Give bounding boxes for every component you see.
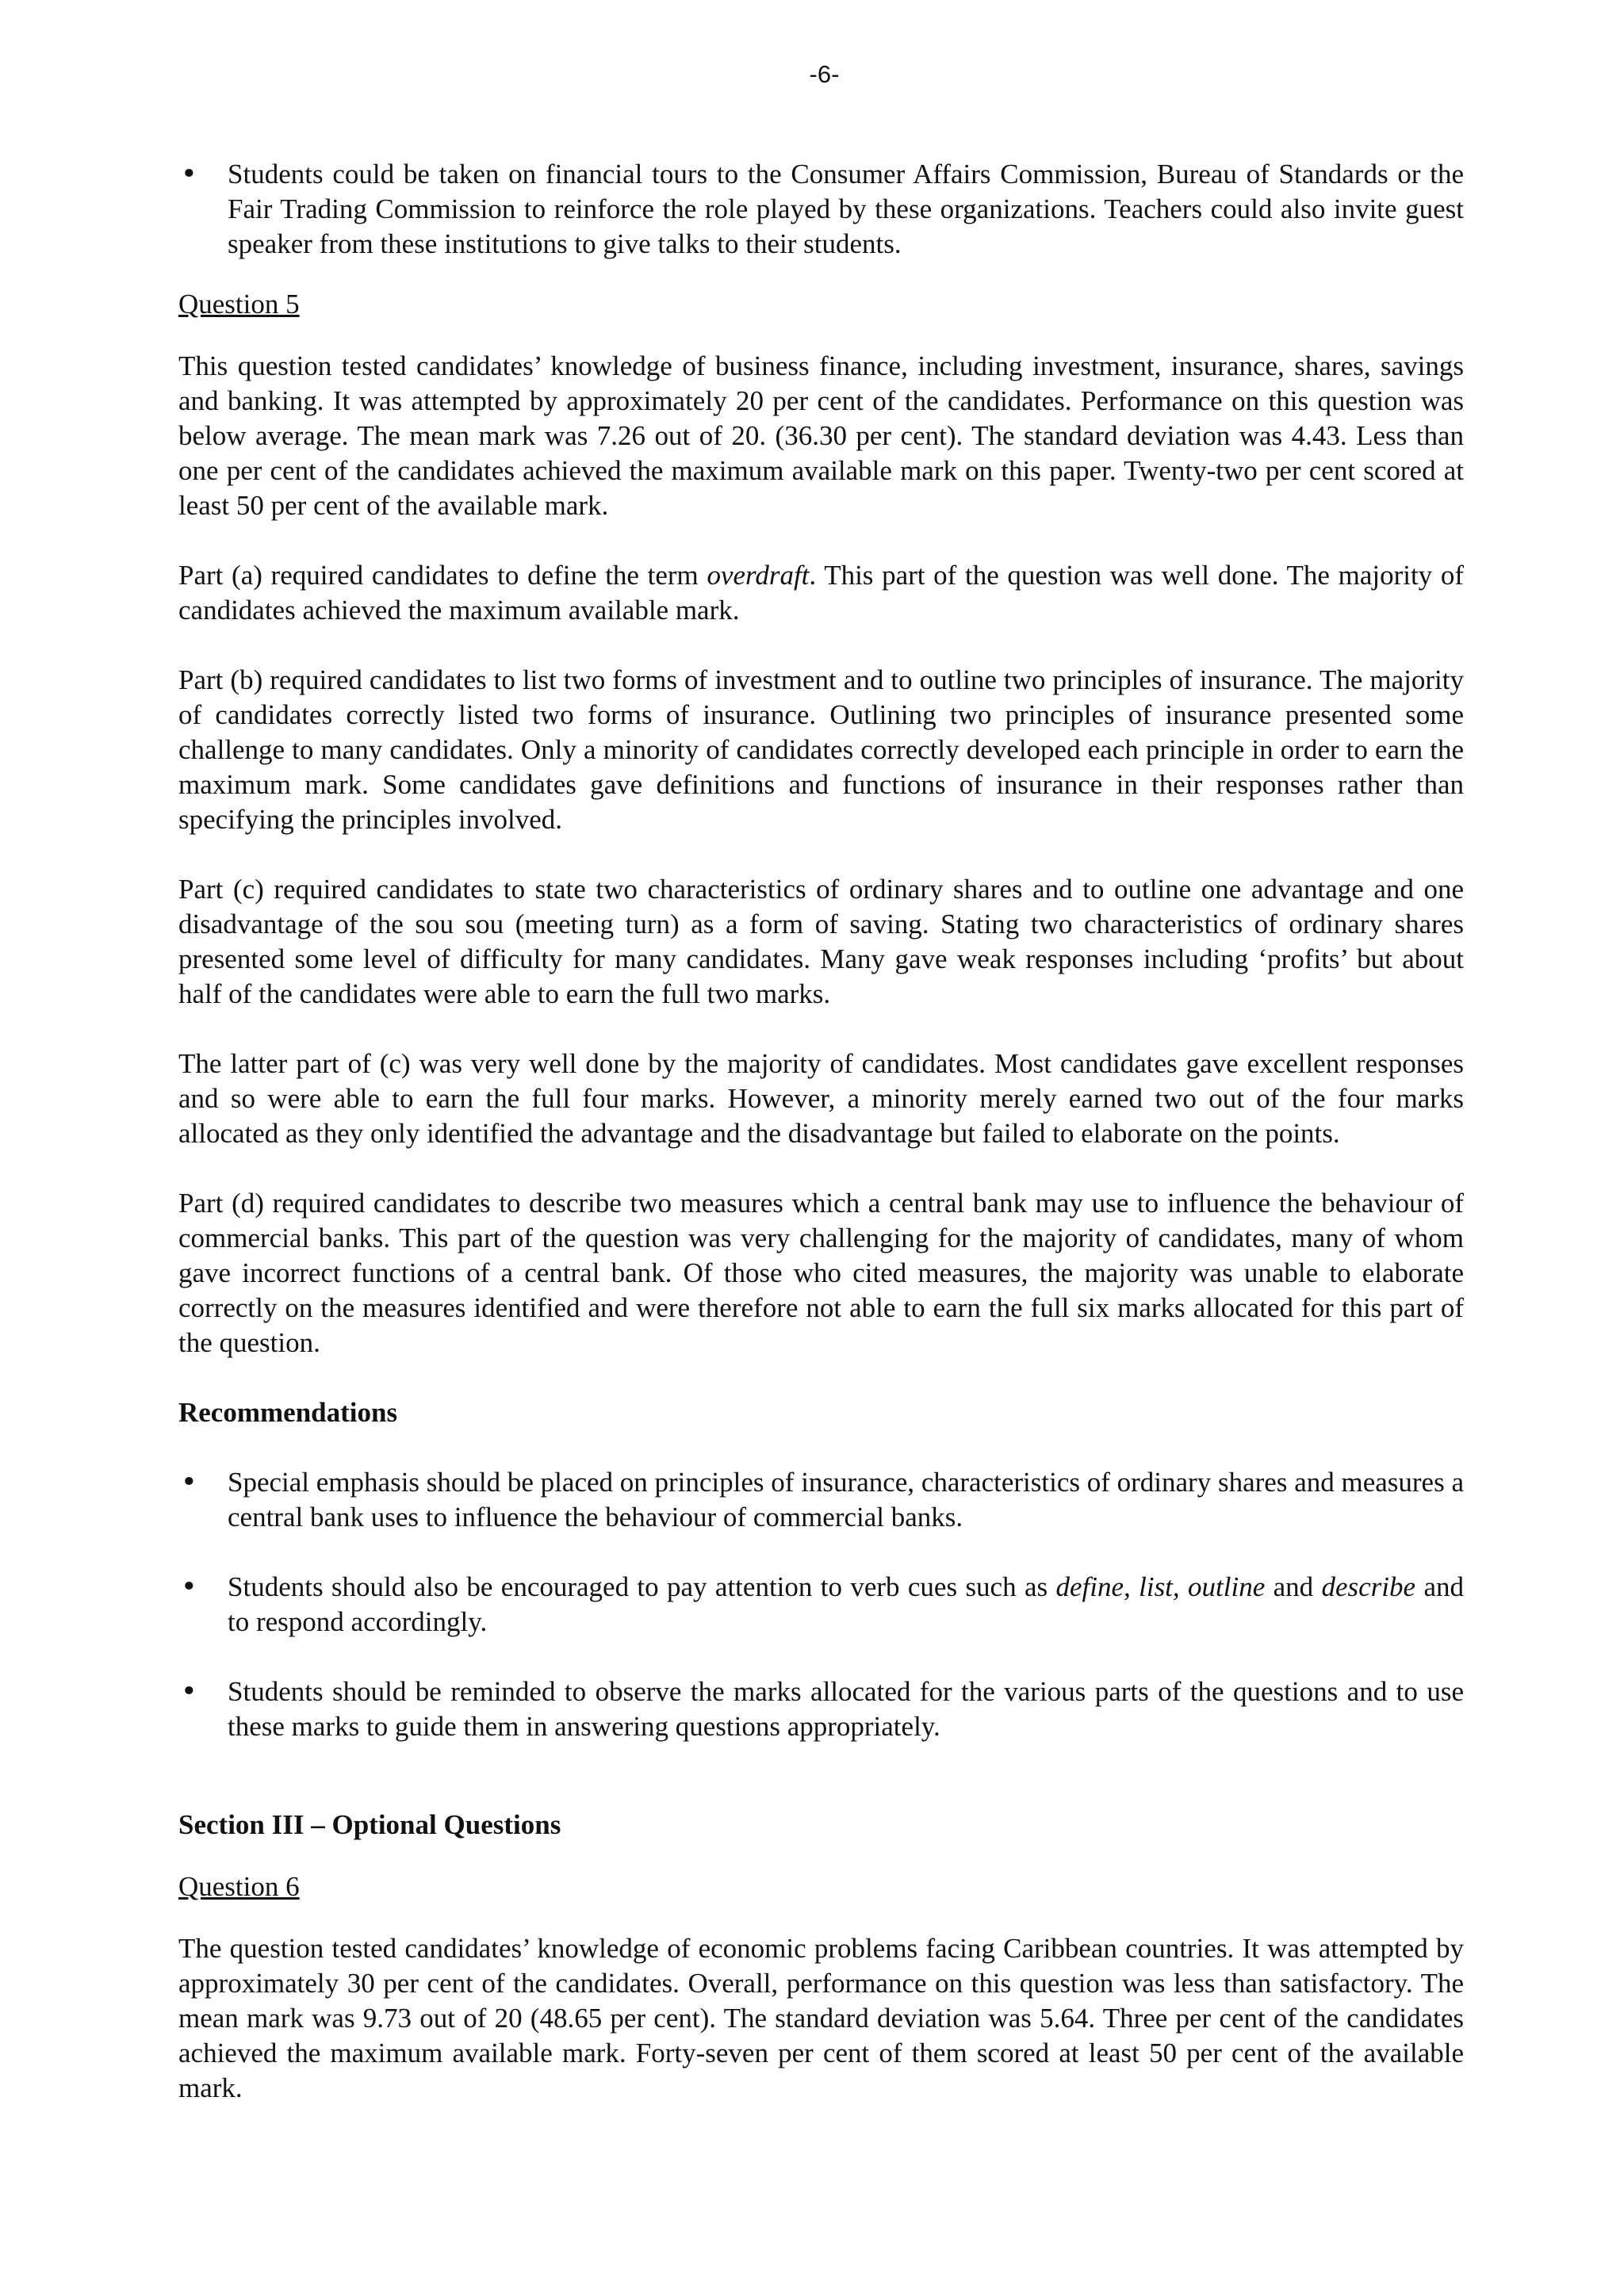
question-5-part-c-latter: The latter part of (c) was very well done by the majority of candidates. Most candidates gave excellent responses and so were able to earn the full four marks. However, a minority merely earned two out of the four marks allocated as they only identified the advantage and the disadvantage but failed to elaborate on the points. — [178, 1048, 1464, 1149]
question-6-heading: Question 6 — [178, 1871, 300, 1902]
part-a-text-end: . This part of the question was well done. The majority of candidates achieved the maximum available mark. — [178, 560, 1464, 626]
bullet-text: and — [1265, 1571, 1322, 1602]
bullet-icon: • — [181, 1571, 197, 1603]
bullet-text: Students should also be encouraged to pay attention to verb cues such as — [228, 1571, 1056, 1602]
verb-cue-describe: describe — [1321, 1571, 1416, 1602]
verb-cues: define, list, outline — [1055, 1571, 1266, 1602]
question-5-part-c: Part (c) required candidates to state two characteristics of ordinary shares and to outline one advantage and one disadvantage of the sou sou (meeting turn) as a form of saving. Stating two characteristics of ordinary shares presented some level of difficulty for many candidates. Many gave weak responses including ‘profits’ but about half of the candidates were able to earn the full two marks. — [178, 874, 1464, 1009]
part-a-text: Part (a) required candidates to define the term — [178, 560, 707, 591]
question-5-intro: This question tested candidates’ knowledge of business finance, including investment, insurance, shares, savings and banking. It was attempted by approximately 20 per cent of the candidates. Performance on this question was below average. The mean mark was 7.26 out of 20. (36.30 per cent). The standard deviation was 4.43. Less than one per cent of the candidates achieved the maximum available mark on this paper. Twenty-two per cent scored at least 50 per cent of the available mark. — [178, 350, 1464, 521]
section-spacer — [178, 1779, 1464, 1808]
list-item — [178, 157, 1464, 262]
section-3-heading: Section III – Optional Questions — [178, 1809, 561, 1840]
list-item — [178, 1674, 1464, 1744]
intro-bullet-list — [178, 157, 1464, 262]
bullet-icon: • — [181, 1467, 197, 1498]
recommendations-list — [178, 1465, 1464, 1744]
list-item — [178, 1465, 1464, 1535]
question-5-part-a — [178, 558, 1464, 628]
question-6-intro: The question tested candidates’ knowledge of economic problems facing Caribbean countries. It was attempted by approximately 30 per cent of the candidates. Overall, performance on this question was less than satisfactory. The mean mark was 9.73 out of 20 (48.65 per cent). The standard deviation was 5.64. Three per cent of the candidates achieved the maximum available mark. Forty-seven per cent of them scored at least 50 per cent of the available mark. — [178, 1933, 1464, 2103]
bullet-icon: • — [181, 159, 197, 190]
bullet-text: Special emphasis should be placed on principles of insurance, characteristics of ordinary shares and measures a central bank uses to influence the behaviour of commercial banks. — [228, 1467, 1464, 1533]
bullet-text: and to respond accordingly. — [228, 1571, 1464, 1637]
list-item — [178, 1570, 1464, 1640]
question-5-part-d: Part (d) required candidates to describe two measures which a central bank may use to influence the behaviour of commercial banks. This part of the question was very challenging for the majority of candidates, many of whom gave incorrect functions of a central bank. Of those who cited measures, the majority was unable to elaborate correctly on the measures identified and were therefore not able to earn the full six marks allocated for this part of the question. — [178, 1188, 1464, 1358]
question-5-part-b: Part (b) required candidates to list two forms of investment and to outline two principles of insurance. The majority of candidates correctly listed two forms of insurance. Outlining two principles of insurance presented some challenge to many candidates. Only a minority of candidates correctly developed each principle in order to earn the maximum mark. Some candidates gave definitions and functions of insurance in their responses rather than specifying the principles involved. — [178, 664, 1464, 835]
bullet-icon: • — [181, 1676, 197, 1708]
part-a-term: overdraft — [707, 560, 810, 591]
page-number: -6- — [809, 60, 840, 88]
recommendations-heading: Recommendations — [178, 1397, 398, 1428]
bullet-text: Students could be taken on financial tours to the Consumer Affairs Commission, Bureau of Standards or the Fair Trading Commission to reinforce the role played by these organizations. Teachers could also invite guest speaker from these institutions to give talks to their students. — [228, 159, 1464, 259]
bullet-text: Students should be reminded to observe the marks allocated for the various parts of the questions and to use these marks to guide them in answering questions appropriately. — [228, 1676, 1464, 1742]
question-5-heading: Question 5 — [178, 289, 300, 320]
